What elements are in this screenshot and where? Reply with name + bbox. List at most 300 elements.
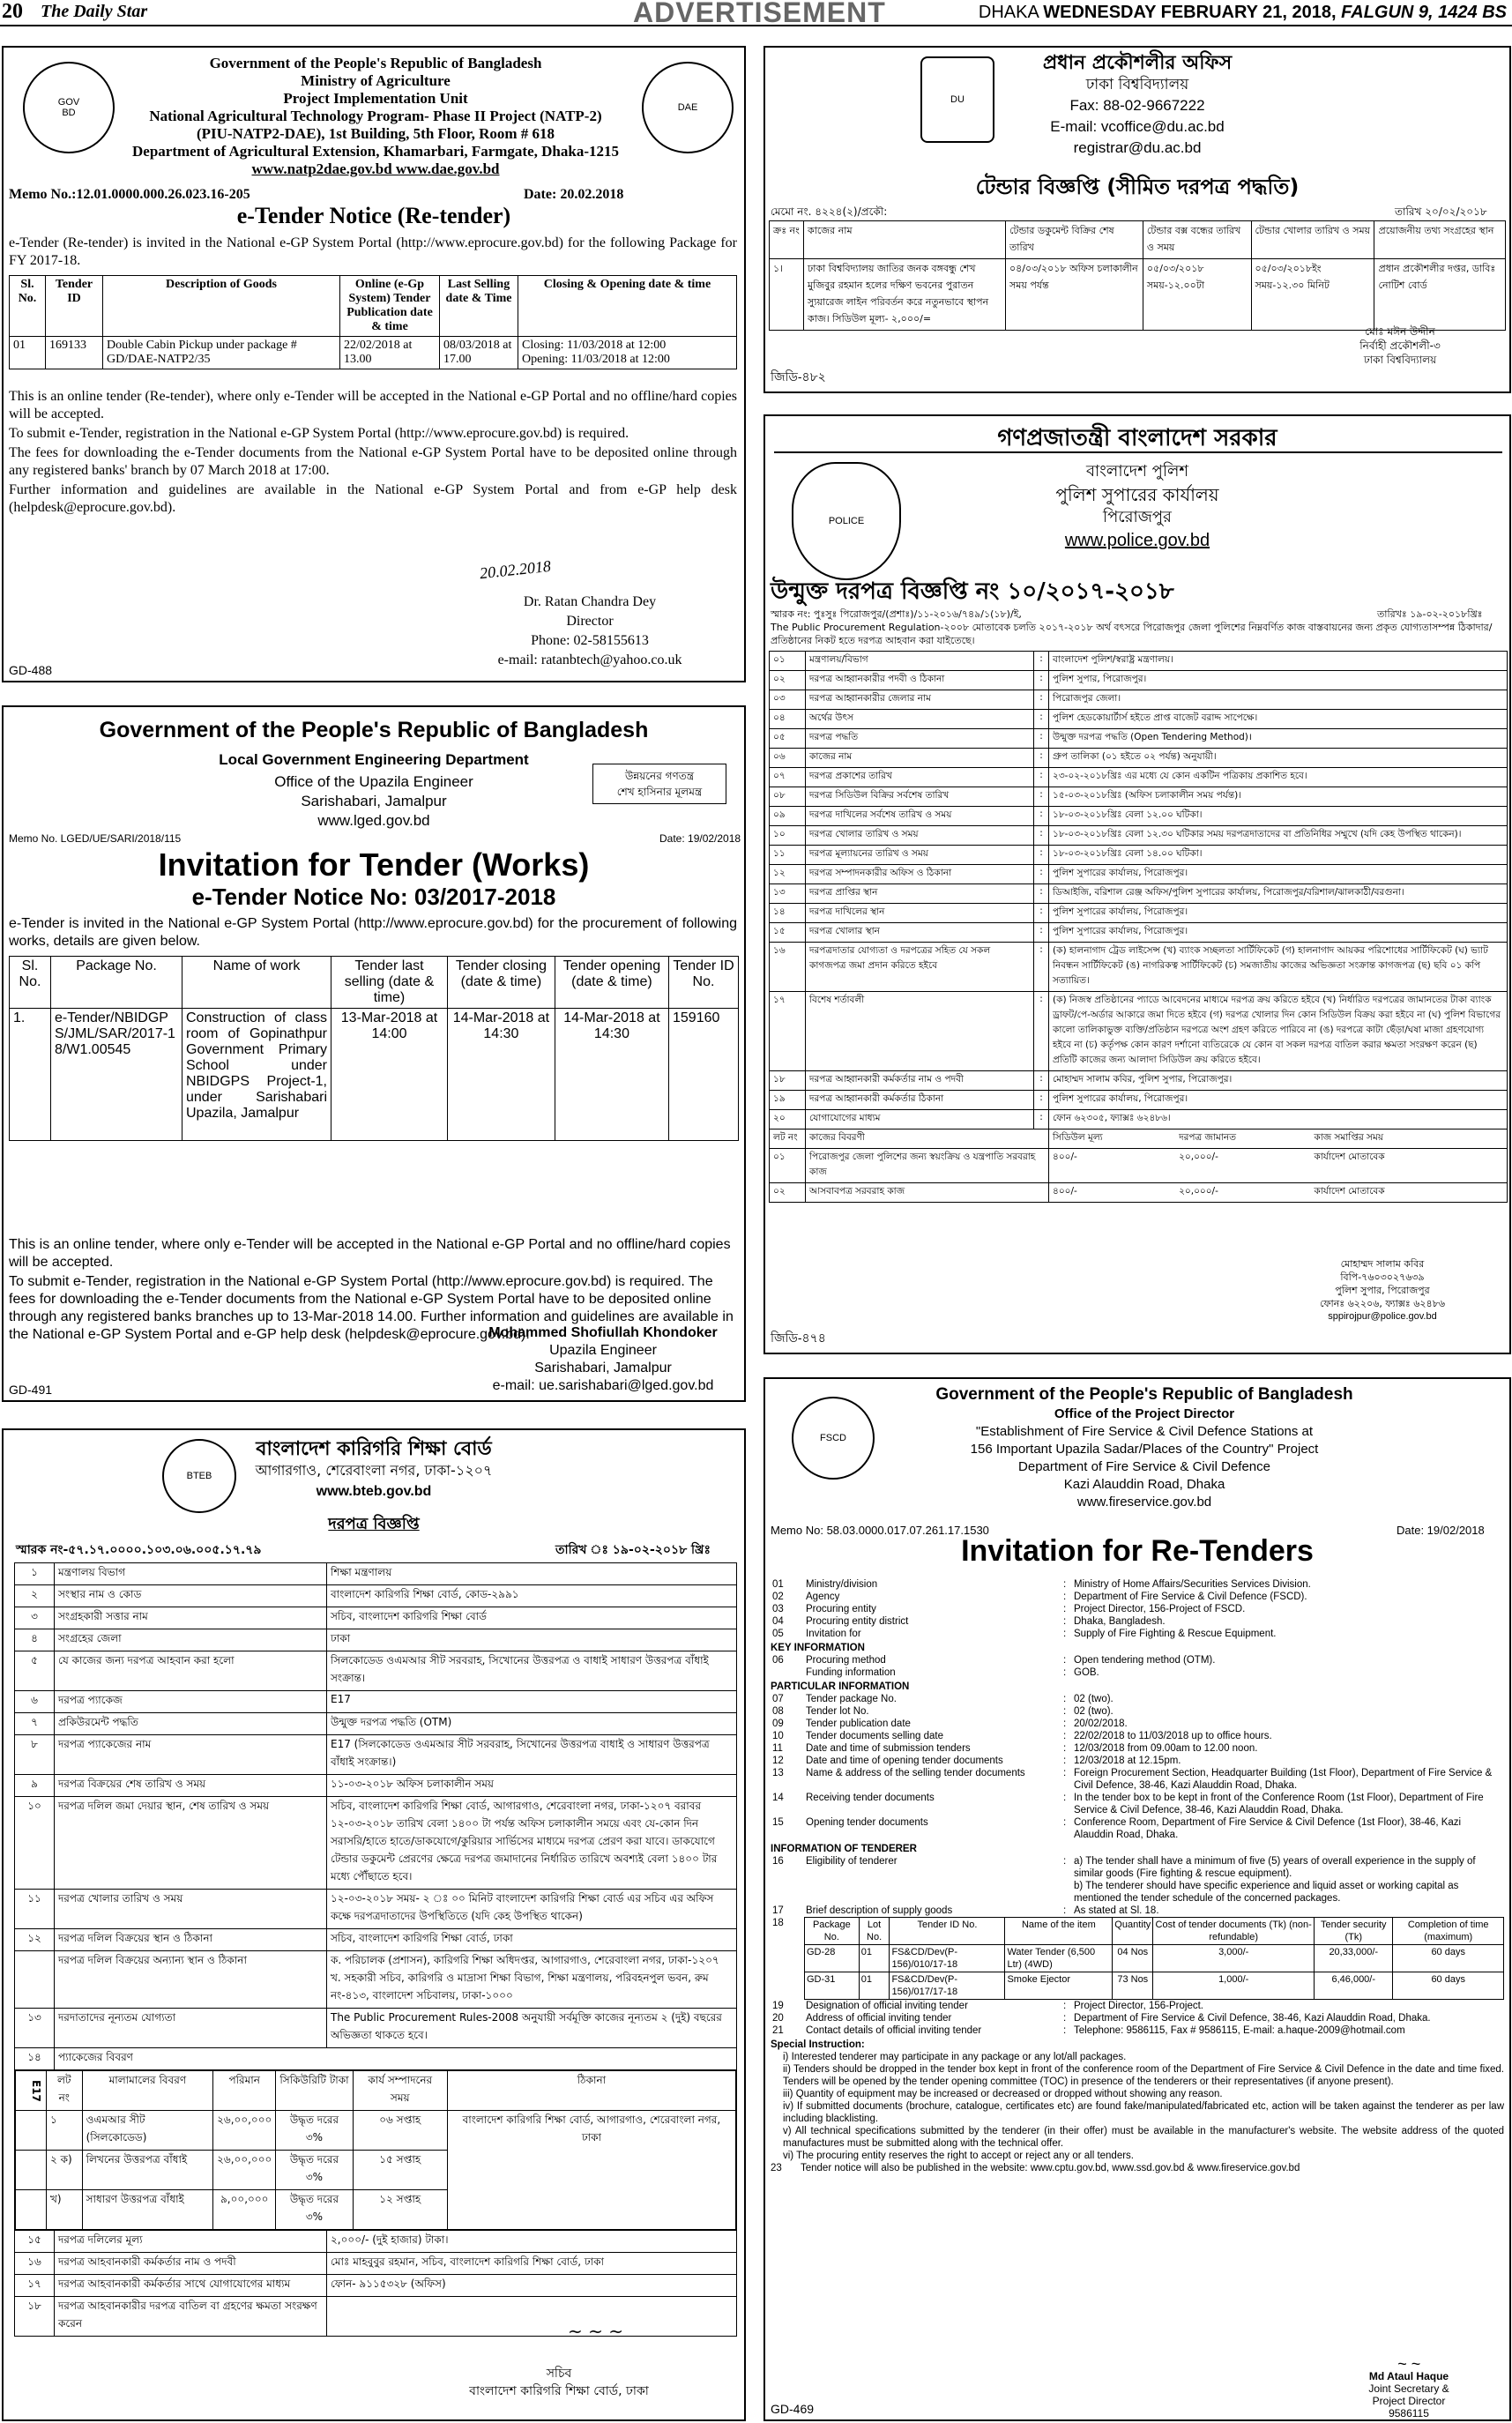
table-row <box>15 1797 737 1890</box>
table-row <box>771 1792 1504 1816</box>
row-value: The Public Procurement Rules-2008 অনুযায়ী সর্বমূক্তি কাজের নূন্যতম ২ (দুই) বছরের অভিজ্ঞতা থাকতে হবে। <box>327 2009 737 2048</box>
spacer <box>16 2151 47 2190</box>
org-line: পুলিশ সুপারের কার্যালয় <box>1055 484 1219 505</box>
org-line: পিরোজপুর <box>1103 508 1172 526</box>
memo-number: Memo No. LGED/UE/SARI/2018/115 <box>9 832 182 845</box>
cell: Water Tender (6,500 Ltr) (4WD) <box>1005 1945 1113 1972</box>
row-number: ১৭ <box>15 2275 55 2297</box>
cell: 3,000/- <box>1153 1945 1315 1972</box>
notice-body <box>771 1578 1504 2174</box>
row-value: ডিআইজি, বরিশাল রেঞ্জ অফিস/পুলিশ সুপারের কার্যালয়, পিরোজপুর/বরিশাল/ঝালকাঠী/বরগুনা। <box>1049 884 1508 904</box>
org-address: আগারগাও, শেরেবাংলা নগর, ঢাকা-১২০৭ <box>255 1462 493 1479</box>
col-header: দরপত্র জামানত <box>1179 1132 1237 1143</box>
row-label: দরপত্র পদ্ধতি <box>806 729 1034 749</box>
table-row <box>15 1890 737 1929</box>
row-label: Brief description of supply goods <box>806 1905 953 1916</box>
table-row <box>771 1654 1504 1666</box>
table-row <box>15 1585 737 1607</box>
row-value: উন্মুক্ত দরপত্র পদ্ধতি (Open Tendering Method)। <box>1049 729 1508 749</box>
row-number: ০১ <box>770 652 806 671</box>
ad-fire-service-tender <box>763 1377 1511 2421</box>
cell: 13-Mar-2018 at 14:00 <box>331 1009 448 1141</box>
table-row <box>15 1691 737 1713</box>
package-table <box>804 1917 1504 2000</box>
row-value: উন্মুক্ত দরপত্র পদ্ধতি (OTM) <box>327 1713 737 1735</box>
row-number: ১৮ <box>770 1071 806 1091</box>
package-row <box>15 2070 737 2231</box>
address: Kazi Alauddin Road, Dhaka <box>1063 1477 1225 1492</box>
cell: FS&CD/Dev(P-156)/017/17-18 <box>890 1972 1005 2000</box>
signatory-bp: বিপি-৭৬০৩০২৭৬৩৯ <box>1340 1271 1425 1283</box>
notice-title: উন্মুক্ত দরপত্র বিজ্ঞপ্তি নং ১০/২০১৭-২০১৮ <box>771 578 1174 605</box>
row-value: 22/02/2018 to 11/03/2018 up to office hours. <box>1074 1731 1272 1741</box>
row-number: 05 <box>772 1629 784 1639</box>
ad-police-tender <box>763 414 1511 1354</box>
row-number: ১৫ <box>770 923 806 943</box>
row-label: Tender package No. <box>806 1694 897 1704</box>
col-header: Tender last selling (date & time) <box>331 957 448 1009</box>
cell: 14-Mar-2018 at 14:30 <box>555 1009 668 1141</box>
table-row <box>771 1666 1504 1679</box>
table-row <box>15 2275 737 2297</box>
website-link[interactable]: www.natp2dae.gov.bd www.dae.gov.bd <box>251 160 500 177</box>
table-row <box>771 1615 1504 1628</box>
row-label: বিশেষ শর্তাবলী <box>806 992 1034 1071</box>
signatory-email[interactable]: sppirojpur@police.gov.bd <box>1328 1311 1437 1322</box>
cell: 01 <box>10 337 46 369</box>
cell: ০৫/০৩/২০১৮ সময়-১২.০০টা <box>1143 259 1251 331</box>
paragraph: Further information and guidelines are available in the National e-GP System Portal and from e-GP help desk (helpdesk@eprocure.gov.bd). <box>9 482 737 515</box>
row-number: 02 <box>772 1592 784 1602</box>
notice-title: টেন্ডার বিজ্ঞপ্তি (সীমিত দরপত্র পদ্ধতি) <box>975 175 1300 199</box>
row-number: ৭ <box>15 1713 55 1735</box>
signatory-email[interactable]: e-mail: ratanbtech@yahoo.co.uk <box>497 652 682 667</box>
col-header: Tender ID <box>46 276 103 337</box>
cell: ০৪/০৩/২০১৮ অফিস চলাকালীন সময় পর্যন্ত <box>1006 259 1143 331</box>
project-line: 156 Important Upazila Sadar/Places of the Country" Project <box>970 1442 1319 1457</box>
row-number: 01 <box>772 1579 784 1590</box>
row-number: 20 <box>772 2013 784 2024</box>
email[interactable]: E-mail: vcoffice@du.ac.bd <box>1050 118 1225 135</box>
cell: 20,33,000/- <box>1315 1945 1393 1972</box>
col-header: Tender ID No. <box>669 957 739 1009</box>
row-label: দরপত্র আহ্বানকারীর জেলার নাম <box>806 690 1034 710</box>
instruction-item: iv) If submitted documents (brochure, catalogue, certificates etc) are found fake/manipulated/fabricated etc, action will be taken against the tenderer as per law including blacklisting. <box>783 2101 1504 2124</box>
table-row <box>15 1629 737 1651</box>
col-header: সিডিউল মূল্য <box>1053 1132 1103 1143</box>
col-header: Lot No. <box>859 1918 890 1945</box>
memo-number: স্মারক নং: পুঃসুঃ পিরোজপুর/(প্রশাঃ)/১১-২০১৬/৭৪৯/১(১৮)/ই, <box>771 608 1022 620</box>
col-header: Package No. <box>805 1918 860 1945</box>
col-header: Tender closing (date & time) <box>447 957 555 1009</box>
table-row <box>770 865 1508 884</box>
instruction-item: v) All technical specifications submitted by the tenderer (in their offer) must be available in the manufacturer's website. The website address of the quoted manufactures must be submitted along with the technical offer. <box>783 2126 1504 2149</box>
signatory-org: বাংলাদেশ কারিগরি শিক্ষা বোর্ড, ঢাকা <box>469 2384 649 2398</box>
row-label: Invitation for <box>806 1629 861 1639</box>
row-separator: : <box>1034 1110 1049 1129</box>
website-link[interactable]: www.lged.gov.bd <box>317 812 430 829</box>
col-header: লট নং <box>770 1129 806 1149</box>
col-header: Completion of time (maximum) <box>1393 1918 1504 1945</box>
row-separator: : <box>1034 652 1049 671</box>
cell: উদ্ধৃত দরের ৩% <box>276 2111 353 2151</box>
row-label: দরপত্র প্রাপ্তির স্থান <box>806 884 1034 904</box>
table-row <box>15 1775 737 1797</box>
cell: ১৫ সপ্তাহ <box>353 2151 447 2190</box>
table-row <box>770 652 1508 671</box>
col-header: মালামালের বিবরণ <box>82 2071 213 2111</box>
row-separator: : <box>1063 1706 1067 1717</box>
row-value: ক. পরিচালক (প্রশাসন), কারিগরি শিক্ষা অধিদপ্তর, আগারগাও, শেরেবাংলা নগর, ঢাকা-১২০৭ খ. সহকারী সচিব, কারিগরি ও মাদ্রাসা শিক্ষা বিভাগ, শিক্ষা মন্ত্রণালয়, পরিবহনপুল ভবন, রুম নং-৪১৩, বাংলাদেশ সচিবালয়, ঢাকা-১০০০ <box>327 1951 737 2009</box>
row-label: যে কাজের জন্য দরপত্র আহবান করা হলো <box>55 1651 327 1691</box>
row-value: (ক) হালনাগাদ ট্রেড লাইসেন্স (খ) ব্যাংক সচ্ছলতা সার্টিফিকেট (গ) হালনাগাদ আয়কর পরিশোধের সার্টিফিকেট (ঘ) ভ্যাট নিবন্ধন সার্টিফিকেট (ঙ) নাগরিকত্ব সার্টিফিকেট (চ) সমজাতীয় কাজের অভিজ্ঞতা সংক্রান্ত কাগজপত্র (ছ) ছবি ০১ কপি সত্যায়িত। <box>1049 943 1508 992</box>
table-row <box>770 787 1508 807</box>
row-label: দরপত্র সিডিউল বিক্রির সর্বশেষ তারিখ <box>806 787 1034 807</box>
row-value: Department of Fire Service & Civil Defence (FSCD). <box>1074 1592 1307 1602</box>
row-value: পুলিশ সুপার, পিরোজপুর। <box>1049 671 1508 690</box>
instruction-item: iii) Quantity of equipment may be increased or decreased or dropped without showing any reason. <box>783 2089 1223 2099</box>
row-number: ০৭ <box>770 768 806 787</box>
row-label: দরপত্র সম্পাদনকারীর অফিস ও ঠিকানা <box>806 865 1034 884</box>
table-row <box>15 1607 737 1629</box>
cell: 169133 <box>46 337 103 369</box>
memo-number: Memo No.:12.01.0000.000.26.023.16-205 <box>9 187 250 202</box>
office-name: Office of the Project Director <box>1054 1406 1235 1421</box>
row-value: গ্রুপ তালিকা (০১ হইতে ০২ পর্যন্ত) অনুযায়ী। <box>1049 749 1508 768</box>
table-row <box>15 2009 737 2048</box>
signatory-place: Sarishabari, Jamalpur <box>534 1361 672 1376</box>
cell: 1. <box>10 1009 51 1141</box>
table-row <box>770 768 1508 787</box>
issue-date: DHAKA WEDNESDAY FEBRUARY 21, 2018, FALGUN 9, 1424 BS <box>978 3 1507 22</box>
row-number: ৯ <box>15 1775 55 1797</box>
govt-name: গণপ্রজাতন্ত্রী বাংলাদেশ সরকার <box>997 425 1277 451</box>
memo-date: Date: 19/02/2018 <box>1397 1524 1485 1537</box>
row-separator: : <box>1034 826 1049 846</box>
info-table <box>771 1905 1504 1917</box>
row-value: ১৮-০৩-২০১৮খ্রিঃ বেলা ১২.৩০ ঘটিকার সময় দরপত্রদাতাদের বা প্রতিনিধির সম্মুখে (যদি কেহ উপস্থিত থাকেন)। <box>1049 826 1508 846</box>
dept-name: Department of Fire Service & Civil Defence <box>1018 1459 1270 1474</box>
col-header: Package No. <box>51 957 182 1009</box>
row-value: সচিব, বাংলাদেশ কারিগরি শিক্ষা বোর্ড, ঢাকা <box>327 1929 737 1951</box>
row-number: ১৩ <box>15 2009 55 2048</box>
info-table <box>771 1693 1504 1841</box>
signatory-org: ঢাকা বিশ্ববিদ্যালয় <box>1363 354 1437 366</box>
row-number: ১ <box>15 1563 55 1585</box>
row-separator: : <box>1034 846 1049 865</box>
org-line: Ministry of Agriculture <box>301 72 451 89</box>
row-value: Ministry of Home Affairs/Securities Services Division. <box>1074 1579 1311 1590</box>
row-separator: : <box>1063 1667 1067 1678</box>
memo-date: Date: 19/02/2018 <box>659 832 741 845</box>
section-heading: INFORMATION OF TENDERER <box>771 1844 917 1854</box>
row-label: Receiving tender documents <box>806 1793 935 1803</box>
col-header: Name of work <box>182 957 331 1009</box>
row-separator: : <box>1063 1743 1067 1754</box>
row-value: সচিব, বাংলাদেশ কারিগরি শিক্ষা বোর্ড <box>327 1607 737 1629</box>
lot-values <box>1049 1183 1508 1203</box>
row-separator: : <box>1034 671 1049 690</box>
lot-number: ০১ <box>770 1149 806 1183</box>
eligibility-table <box>771 1855 1504 1905</box>
col-header: কাজের নাম <box>804 221 1006 259</box>
memo-date: Date: 20.02.2018 <box>524 187 624 202</box>
col-header: Tender security (Tk) <box>1315 1918 1393 1945</box>
row-separator: : <box>1034 807 1049 826</box>
table-row <box>771 1855 1504 1905</box>
row-separator: : <box>1063 2013 1067 2024</box>
row-value: পুলিশ সুপারের কার্যালয়, পিরোজপুর। <box>1049 1091 1508 1110</box>
bteb-logo-icon: BTEB <box>162 1439 236 1513</box>
spacer <box>16 2190 47 2230</box>
col-header: Tender ID No. <box>890 1918 1005 1945</box>
cell: ১। <box>770 259 804 331</box>
signatory-name: মোহাম্মদ সালাম কবির <box>1340 1258 1425 1270</box>
row-separator: : <box>1034 1071 1049 1091</box>
cell: উদ্ধৃত দরের ৩% <box>276 2190 353 2230</box>
row-number: ১৬ <box>770 943 806 992</box>
cell: 01 <box>859 1945 890 1972</box>
table-row <box>770 943 1508 992</box>
row-number <box>15 1951 55 2009</box>
row-label: Procuring entity district <box>806 1616 909 1627</box>
table-row <box>771 1628 1504 1640</box>
col-header: ক্রঃ নং <box>770 221 804 259</box>
memo-date: তারিখ ঃ ১৯-০২-২০১৮ খ্রিঃ <box>555 1543 711 1557</box>
table-row <box>10 1009 739 1141</box>
row-number: ৮ <box>15 1735 55 1775</box>
row-label: সংগ্রহের জেলা <box>55 1629 327 1651</box>
lot-fee: ৪০০/- <box>1053 1152 1077 1162</box>
row-value: Telephone: 9586115, Fax # 9586115, E-mail: a.haque-2009@hotmail.com <box>1074 2025 1405 2036</box>
row-separator: : <box>1063 1604 1067 1614</box>
signatory-name: Mohammed Shofiullah Khondoker <box>488 1325 718 1340</box>
row-number: ১৯ <box>770 1091 806 1110</box>
cell: 60 days <box>1393 1972 1504 2000</box>
row-value: ফোন ৬২৩০৫, ফ্যাক্সঃ ৬২৪৮৬। <box>1049 1110 1508 1129</box>
lot-desc: আসবাবপত্র সরবরাহ কাজ <box>806 1183 1049 1203</box>
row-number: ১০ <box>15 1797 55 1890</box>
ad-lged-tender <box>2 705 746 1402</box>
page-number: 20 <box>2 0 23 23</box>
col-header: Sl. No. <box>10 276 46 337</box>
row-value: ঢাকা <box>327 1629 737 1651</box>
signature: 20.02.2018 <box>479 556 552 583</box>
website-link[interactable]: www.police.gov.bd <box>1064 531 1210 550</box>
col-header: Online (e-Gp System) Tender Publication date & time <box>340 276 440 337</box>
row-separator: : <box>1034 1091 1049 1110</box>
row-number: 19 <box>772 2001 784 2011</box>
row-separator: : <box>1063 1905 1067 1916</box>
package-cell <box>15 2070 737 2231</box>
col-header: ঠিকানা <box>447 2071 735 2111</box>
row-label: দরপত্র আহ্বানকারী কর্মকর্তার ঠিকানা <box>806 1091 1034 1110</box>
org-line: বাংলাদেশ পুলিশ <box>1085 462 1189 481</box>
table-row <box>15 2231 737 2253</box>
row-label: দরপত্র আহ্বানকারীর পদবী ও ঠিকানা <box>806 671 1034 690</box>
col-header: Closing & Opening date & time <box>518 276 737 337</box>
row-separator: : <box>1063 1817 1067 1828</box>
cell: ৯,০০,০০০ <box>213 2190 276 2230</box>
table-row <box>770 807 1508 826</box>
cell: ১২ সপ্তাহ <box>353 2190 447 2230</box>
package-item-row <box>16 2111 736 2151</box>
row-number: 06 <box>772 1655 784 1666</box>
row-number: ১২ <box>15 1929 55 1951</box>
signatory-title: পুলিশ সুপার, পিরোজপুর <box>1335 1285 1430 1296</box>
col-header: সিকিউরিটি টাকা <box>276 2071 353 2111</box>
row-value: সিলকোডেড ওএমআর সীট সরবরাহ, সিখোনের উত্তরপত্র ও বাধাই সাধারণ উত্তরপত্র বাঁধাই সংক্রান্ত। <box>327 1651 737 1691</box>
ad-code: জিডি-৪৭৪ <box>771 1331 826 1345</box>
cell: 14-Mar-2018 at 14:30 <box>447 1009 555 1141</box>
table-row <box>15 1951 737 2009</box>
row-label: দরদাতাদের নূন্যতম যোগ্যতা <box>55 2009 327 2048</box>
row-label: দরপত্র দলিল বিক্রয়ের অন্যান্য স্থান ও ঠিকানা <box>55 1951 327 2009</box>
table-row <box>15 1651 737 1691</box>
row-label: দরপত্র দলিল বিক্রয়ের স্থান ও ঠিকানা <box>55 1929 327 1951</box>
website-link[interactable]: www.fireservice.gov.bd <box>1076 1495 1212 1510</box>
row-separator: : <box>1063 1616 1067 1627</box>
row-number: ০৫ <box>770 729 806 749</box>
row-label: Agency <box>806 1592 840 1602</box>
row-label: সংস্থার নাম ও কোড <box>55 1585 327 1607</box>
col-header: কাজ সমাপ্তির সময় <box>1314 1132 1384 1143</box>
project-line: "Establishment of Fire Service & Civil Defence Stations at <box>975 1424 1314 1439</box>
table-row <box>771 1693 1504 1705</box>
ad-natp2-etender <box>2 46 746 682</box>
table-row <box>771 2024 1504 2037</box>
website-link[interactable]: www.bteb.gov.bd <box>316 1484 432 1499</box>
row-value: পুলিশ সুপারের কার্যালয়, পিরোজপুর। <box>1049 904 1508 923</box>
tender-table <box>9 956 739 1141</box>
col-header: Quantity <box>1113 1918 1153 1945</box>
row-label: দরপত্র প্রকাশের তারিখ <box>806 768 1034 787</box>
row-label: মন্ত্রণালয়/বিভাগ <box>806 652 1034 671</box>
row-value: ২,০০০/- (দুই হাজার) টাকা। <box>327 2231 737 2253</box>
signatory-title: Director <box>566 614 614 629</box>
notice-title: e-Tender Notice (Re-tender) <box>236 203 511 228</box>
row-number: 03 <box>772 1604 784 1614</box>
instruction-item: vi) The procuring entity reserves the right to accept or reject any or all tenders. <box>783 2151 1135 2161</box>
cell: Construction of class room of Gopinathpur Government Primary School under NBIDGPS Project-1, under Sarishabari Upazila, Jamalpur <box>182 1009 331 1141</box>
row-value: Foreign Procurement Section, Headquarter Building (1st Floor), Department of Fire Service & Civil Defence, 38-46, Kazi Alauddin Road, Dhaka. <box>1074 1768 1493 1791</box>
row-value: শিক্ষা মন্ত্রণালয় <box>327 1563 737 1585</box>
table-row <box>771 1742 1504 1755</box>
intro-text: e-Tender is invited in the National e-GP System Portal (http://www.eprocure.gov.bd) for the procurement of following works, details are given below. <box>9 916 737 949</box>
info-table <box>771 1654 1504 1679</box>
row-label: দরপত্র দলিল জমা দেয়ার স্থান, শেষ তারিখ ও সময় <box>55 1797 327 1890</box>
col-header: টেন্ডার খোলার তারিখ ও সময় <box>1251 221 1374 259</box>
row-number <box>771 1666 804 1679</box>
row-label: দরপত্র আহ্বানকারী কর্মকর্তার নাম ও পদবী <box>806 1071 1034 1091</box>
row-number: ২ <box>15 1585 55 1607</box>
cell: 04 Nos <box>1113 1945 1153 1972</box>
org-line: Project Implementation Unit <box>283 90 468 107</box>
row-value: ১২-০৩-২০১৮ সময়- ২ ঃ ০০ মিনিট বাংলাদেশ কারিগরি শিক্ষা বোর্ড এর সচিব এর অফিস কক্ষে দরপত্রদাতাদের উপস্থিতিতে (যদি কেহ উপস্থিত থাকেন) <box>327 1890 737 1929</box>
row-value: ২৩-০২-২০১৮খ্রিঃ এর মধ্যে যে কোন একটিন পত্রিকায় প্রকাশিত হবে। <box>1049 768 1508 787</box>
row-number: ০৪ <box>770 710 806 729</box>
row-label: দরপত্র প্যাকেজের নাম <box>55 1735 327 1775</box>
row-label: দরপত্র বিক্রয়ের শেষ তারিখ ও সময় <box>55 1775 327 1797</box>
newspaper-name: The Daily Star <box>41 2 148 21</box>
row-number: ১৮ <box>15 2297 55 2337</box>
cell: প্রধান প্রকৌশলীর দপ্তর, ডাবিঃ নোটিশ বোর্ড <box>1374 259 1506 331</box>
signatory-email[interactable]: e-mail: ue.sarishabari@lged.gov.bd <box>492 1378 714 1393</box>
package-header <box>16 2071 736 2111</box>
table-row <box>770 826 1508 846</box>
row-value: Project Director, 156-Project. <box>1074 2001 1204 2011</box>
row-value: ১১-০৩-২০১৮ অফিস চলাকালীন সময় <box>327 1775 737 1797</box>
info-table <box>771 2000 1504 2037</box>
package-title: প্যাকেজের বিবরণ <box>55 2048 737 2070</box>
section-title: ADVERTISEMENT <box>633 0 886 28</box>
cell: ২৬,০০,০০০ <box>213 2151 276 2190</box>
org-line: (PIU-NATP2-DAE), 1st Building, 5th Floor, Room # 618 <box>196 125 555 142</box>
row-value: Supply of Fire Fighting & Rescue Equipment. <box>1074 1629 1277 1639</box>
govt-seal-icon: GOV BD <box>23 62 115 153</box>
row-label: Procuring entity <box>806 1604 876 1614</box>
table-row <box>770 923 1508 943</box>
row-separator: : <box>1063 2001 1067 2011</box>
lot-values <box>1049 1149 1508 1183</box>
col-header: Name of the item <box>1005 1918 1113 1945</box>
row-number: 15 <box>772 1817 784 1828</box>
notice-title: Invitation for Tender (Works) <box>158 846 590 883</box>
row-value: Open tendering method (OTM). <box>1074 1655 1216 1666</box>
table-row <box>771 1591 1504 1603</box>
row-value: (ক) নিজস্ব প্রতিষ্ঠানের প্যাডে আবেদনের মাধ্যমে দরপত্র ক্রয় করিতে হইবে (খ) নির্ধারিত দরপত্রের জামানতের টাকা ব্যাংক ড্রাফট/পে-অর্ডার আকারে জমা দিতে হইবে (গ) দরপত্র খোলার দিন কোন সিডিউল বিক্রয় করা হইবে না (ঘ) পুলিশ বিভাগের কালো তালিকাভুক্ত ব্যক্তি/প্রতিষ্ঠান দরপত্রে অংশ গ্রহণ করিতে পারিবে না (ঙ) দরপত্রে কাটা ছেঁড়া/ঘষা মাজা গ্রহণযোগ্য হইবে না (চ) কর্তৃপক্ষ কোন কারণ দর্শানো ব্যতিরেকে যে কোন বা সকল দরপত্র বাতিল করার ক্ষমতা সংরক্ষণ করেন (ছ) প্রতিটি কাজের জন্য আলাদা সিডিউল ক্রয় করিতে হইবে। <box>1049 992 1508 1071</box>
row-value: মোঃ মাহবুবুর রহমান, সচিব, বাংলাদেশ কারিগরি শিক্ষা বোর্ড, ঢাকা <box>327 2253 737 2275</box>
row-label: দরপত্র খোলার স্থান <box>806 923 1034 943</box>
email[interactable]: registrar@du.ac.bd <box>1073 139 1202 156</box>
table-row <box>770 710 1508 729</box>
row-value: পুলিশ হেডকোয়ার্টার্স হইতে প্রাপ্ত বাজেট বরাদ্দ সাপেক্ষে। <box>1049 710 1508 729</box>
signatory-phone: 9586115 <box>1389 2407 1429 2419</box>
package-table <box>15 2070 736 2230</box>
paragraph: The fees for downloading the e-Tender documents from the National e-GP System Portal have to be deposited online through any registered banks' branch by 07 March 2018 at 17:00. <box>9 445 737 478</box>
notice-title: Invitation for Re-Tenders <box>961 1534 1314 1568</box>
fscd-emblem-icon: FSCD <box>792 1397 875 1480</box>
row-label: Ministry/division <box>806 1579 878 1590</box>
office-name: প্রধান প্রকৌশলীর অফিস <box>1042 52 1233 74</box>
row-label: Address of official inviting tender <box>806 2013 952 2024</box>
table-row <box>771 1767 1504 1792</box>
row-separator: : <box>1034 923 1049 943</box>
table-row <box>10 337 737 369</box>
row-value: ১৮-০৩-২০১৮খ্রিঃ বেলা ১৪.০০ ঘটিকা। <box>1049 846 1508 865</box>
row-label: Tender documents selling date <box>806 1731 943 1741</box>
row-separator: : <box>1063 2025 1067 2036</box>
org-line: Government of the People's Republic of Bangladesh <box>209 55 542 71</box>
table-row <box>770 1071 1508 1091</box>
col-header-group <box>1049 1129 1508 1149</box>
signature: ~ ~ ~ <box>568 2321 623 2342</box>
memo-number: স্মারক নং-৫৭.১৭.০০০০.১০৩.০৬.০০৫.১৭.৭৯ <box>16 1543 262 1557</box>
section-heading: Special Instruction: <box>771 2039 865 2050</box>
dae-logo-icon: DAE <box>642 62 734 153</box>
lot-header-row <box>770 1129 1508 1149</box>
row-number: ০৩ <box>770 690 806 710</box>
instruction-item: i) Interested tenderer may participate in any package or any lot/all packages. <box>783 2052 1127 2062</box>
row-separator: : <box>1034 768 1049 787</box>
row-label: Tender publication date <box>806 1718 911 1729</box>
row-number: 12 <box>772 1756 784 1766</box>
table-row <box>15 1713 737 1735</box>
signatory-phone: ফোনঃ ৬২২০৬, ফ্যাক্সঃ ৬২৪৮৬ <box>1320 1298 1445 1309</box>
row-separator: : <box>1063 1579 1067 1590</box>
row-number: ০৮ <box>770 787 806 807</box>
row-value: E17 <box>327 1691 737 1713</box>
